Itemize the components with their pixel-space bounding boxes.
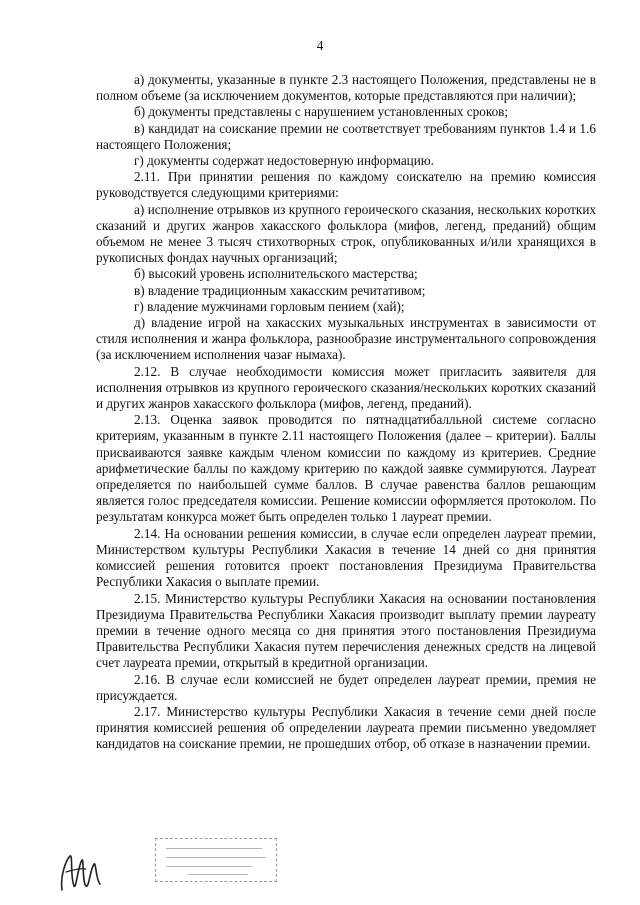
- paragraph: 2.17. Министерство культуры Республики Хакасия в течение семи дней после принятия комиссией решения об определении лауреата премии письменно уведомляет кандидатов на соискание премии, не прошедших отбор, об отказе в назначении премии.: [96, 703, 596, 752]
- paragraph: 2.13. Оценка заявок проводится по пятнадцатибалльной системе согласно критериям, указанным в пункте 2.11 настоящего Положения (далее – критерии). Баллы присваиваются заявке каждым членом комиссии по каждому из критериев. Средние арифметические баллы по каждому критерию по каждой заявке суммируются. Лауреат определяется по наибольшей сумме баллов. В случае равенства баллов решающим является голос председателя комиссии. Решение комиссии оформляется протоколом. По результатам конкурса может быть определен только 1 лауреат премии.: [96, 412, 596, 525]
- paragraph: 2.16. В случае если комиссией не будет определен лауреат премии, премия не присуждается.: [96, 671, 596, 703]
- paragraph: в) владение традиционным хакасским речитативом;: [134, 282, 426, 298]
- paragraph: 2.15. Министерство культуры Республики Хакасия на основании постановления Президиума Правительства Республики Хакасия производит выплату премии лауреату премии в течение одного месяца со дня принятия этого постановления Президиума Правительства Республики Хакасия путем перечисления денежных средств на лицевой счет лауреата премии, открытый в кредитной организации.: [96, 590, 596, 671]
- paragraph: в) кандидат на соискание премии не соответствует требованиям пунктов 1.4 и 1.6 настоящего Положения;: [96, 120, 596, 152]
- approval-stamp-icon: [155, 838, 277, 882]
- paragraph: д) владение игрой на хакасских музыкальных инструментах в зависимости от стиля исполнения и жанра фольклора, разнообразие инструментального сопровождения (за исключением исполнения чазағ нымаха).: [96, 315, 596, 363]
- paragraph: г) владение мужчинами горловым пением (хай);: [134, 298, 405, 314]
- paragraph: б) документы представлены с нарушением установленных сроков;: [134, 104, 509, 120]
- paragraph: а) документы, указанные в пункте 2.3 настоящего Положения, представлены не в полном объеме (за исключением документов, которые представляются при наличии);: [96, 72, 596, 104]
- document-body: [96, 72, 596, 753]
- paragraph: 2.11. При принятии решения по каждому соискателю на премию комиссия руководствуется следующими критериями:: [96, 169, 596, 201]
- paragraph: б) высокий уровень исполнительского мастерства;: [134, 266, 418, 282]
- paragraph: 2.14. На основании решения комиссии, в случае если определен лауреат премии, Министерством культуры Республики Хакасия в течение 14 дней со дня принятия комиссией решения готовится проект постановления Президиума Правительства Республики Хакасия о выплате премии.: [96, 525, 596, 590]
- paragraph: а) исполнение отрывков из крупного героического сказания, нескольких коротких сказаний и других жанров хакасского фольклора (мифов, легенд, преданий) общим объемом не менее 3 тысяч стихотворных строк, опубликованных и/или хранящихся в рукописных фондах научных организаций;: [96, 201, 596, 266]
- paragraph: 2.12. В случае необходимости комиссия может пригласить заявителя для исполнения отрывков из крупного героического сказания/нескольких коротких сказаний и других жанров хакасского фольклора (мифов, легенд, преданий).: [96, 363, 596, 412]
- page-number: 4: [316, 38, 324, 53]
- paragraph: г) документы содержат недостоверную информацию.: [134, 153, 434, 169]
- handwritten-signature-icon: [56, 846, 108, 898]
